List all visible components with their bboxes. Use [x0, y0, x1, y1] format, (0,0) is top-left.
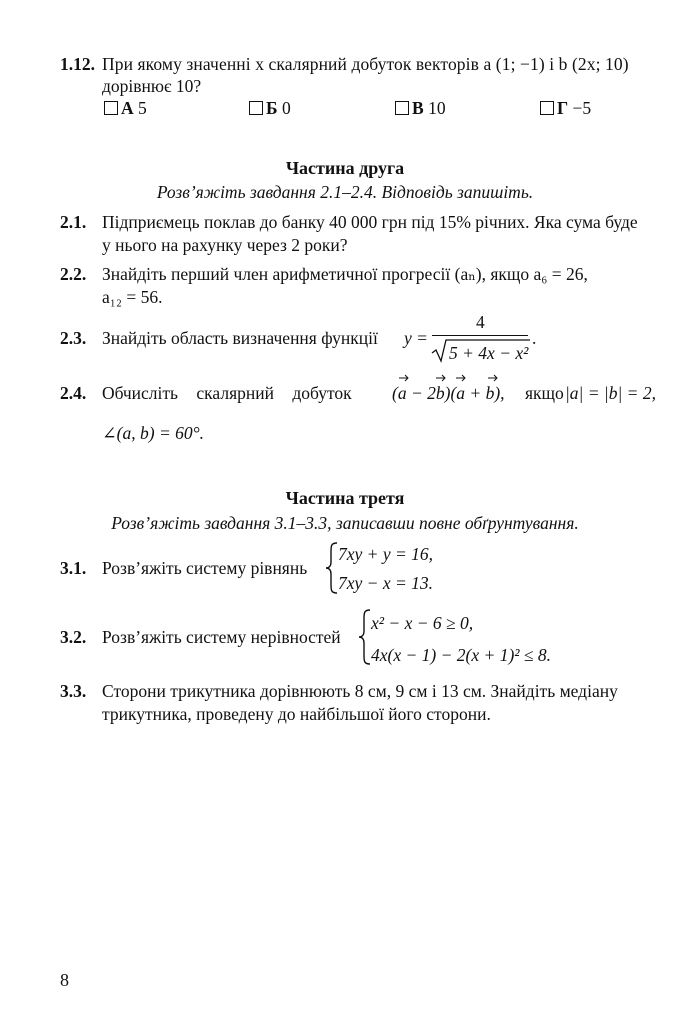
task-3-3-number: 3.3. [60, 681, 87, 701]
task-2-3-numerator: 4 [476, 312, 485, 332]
task-2-4-condition: |a| = |b| = 2, [565, 383, 656, 403]
brace-icon [358, 609, 372, 665]
task-2-4-product: (a − 2b)(a + b), [392, 383, 505, 403]
task-3-2-number: 3.2. [60, 627, 87, 647]
checkbox-icon[interactable] [249, 101, 263, 115]
answer-option-g[interactable] [540, 96, 591, 120]
checkbox-icon[interactable] [395, 101, 409, 115]
task-2-3-number: 2.3. [60, 328, 87, 348]
option-value: 10 [428, 98, 446, 118]
part-3-heading: Частина третя [285, 488, 405, 508]
task-2-4-number: 2.4. [60, 383, 87, 403]
task-3-1-text: Розв’яжіть систему рівнянь [102, 558, 308, 578]
task-2-3-period: . [532, 328, 537, 348]
task-3-1-number: 3.1. [60, 558, 87, 578]
task-1-12-text-line2: дорівнює 10? [102, 76, 202, 96]
part-2-instruction: Розв’яжіть завдання 2.1–2.4. Відповідь запишіть. [156, 182, 534, 202]
task-3-2-text: Розв’яжіть систему нерівностей [102, 627, 341, 647]
answer-option-v[interactable] [395, 96, 446, 120]
task-3-1-eq1: 7xy + y = 16, [338, 544, 434, 564]
task-2-3-formula-lhs: y = [404, 328, 428, 348]
task-3-1-eq2: 7xy − x = 13. [338, 573, 434, 593]
option-letter: Б [266, 98, 278, 118]
task-3-2-ineq2: 4x(x − 1) − 2(x + 1)² ≤ 8. [371, 645, 552, 665]
page-number: 8 [60, 970, 69, 990]
option-value: 5 [138, 98, 147, 118]
task-2-3-radicand: 5 + 4x − x² [449, 343, 529, 363]
task-2-1-number: 2.1. [60, 212, 87, 232]
task-2-4-condition-word: якщо [525, 383, 564, 403]
answer-option-a[interactable] [104, 96, 147, 120]
task-2-4-angle: ∠(a, b) = 60°. [102, 423, 205, 443]
task-2-2-text-line2: a₁₂ = 56. [102, 287, 163, 307]
answer-option-b[interactable] [249, 96, 291, 120]
option-value: 0 [281, 98, 291, 118]
task-1-12-text-line1: При якому значенні x скалярний добуток векторів a (1; −1) і b (2x; 10) [102, 54, 629, 74]
task-2-4-text: Обчисліть скалярний добуток [102, 383, 352, 403]
option-letter: А [121, 98, 134, 118]
task-2-2-text-line1: Знайдіть перший член арифметичної прогресії (aₙ), якщо a₆ = 26, [102, 264, 588, 284]
task-2-1-text-line1: Підприємець поклав до банку 40 000 грн під 15% річних. Яка сума буде [102, 212, 638, 232]
task-3-3-text-line1: Сторони трикутника дорівнюють 8 см, 9 см і 13 см. Знайдіть медіану [102, 681, 618, 701]
part-3-instruction: Розв’яжіть завдання 3.1–3.3, записавши повне обґрунтування. [111, 513, 579, 533]
checkbox-icon[interactable] [104, 101, 118, 115]
task-1-12-number: 1.12. [60, 54, 95, 74]
option-letter: Г [557, 98, 569, 118]
task-3-2-ineq1: x² − x − 6 ≥ 0, [371, 613, 474, 633]
task-2-2-number: 2.2. [60, 264, 87, 284]
fraction-bar [432, 335, 528, 336]
option-letter: В [412, 98, 424, 118]
checkbox-icon[interactable] [540, 101, 554, 115]
part-2-heading: Частина друга [285, 158, 405, 178]
brace-icon [325, 542, 339, 594]
vector-arrows-icon [392, 372, 512, 382]
option-value: −5 [572, 98, 592, 118]
task-2-3-text: Знайдіть область визначення функції [102, 328, 378, 348]
task-3-3-text-line2: трикутника, проведену до найбільшої його сторони. [102, 704, 491, 724]
task-2-1-text-line2: у нього на рахунку через 2 роки? [102, 235, 348, 255]
